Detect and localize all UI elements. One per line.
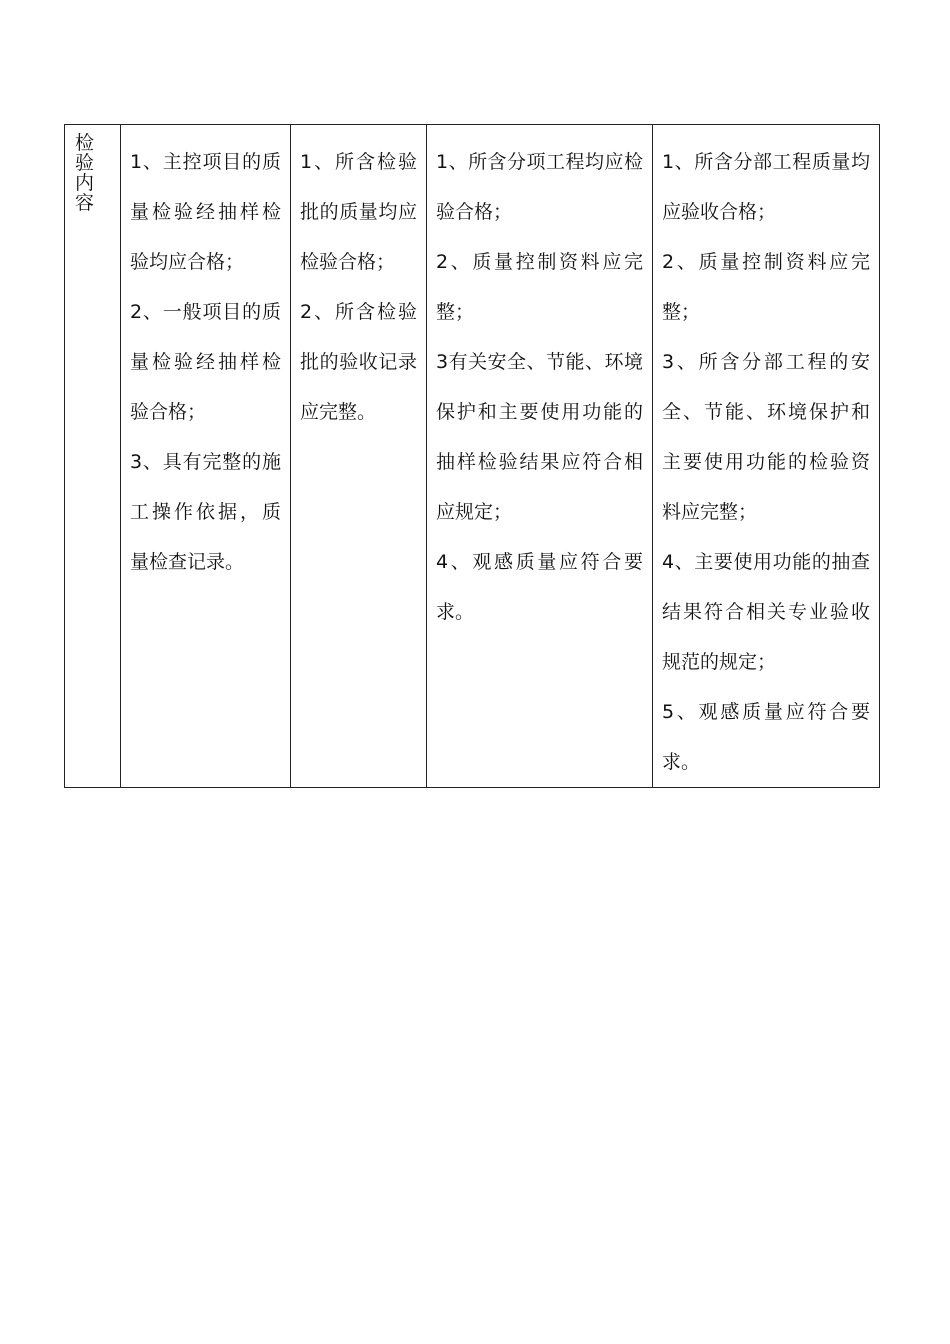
sub-division-cell (427, 125, 653, 788)
table-row (65, 125, 880, 788)
sub-item-cell (291, 125, 427, 788)
unit-project-cell (653, 125, 880, 788)
sub-division-text: 1、所含分项工程均应检验合格； 2、质量控制资料应完整； 3有关安全、节能、环境保护和主要使用功能的抽样检验结果应符合相应规定； 4、观感质量应符合要求。 (436, 151, 643, 623)
inspection-content-table (64, 124, 880, 788)
inspection-batch-cell (121, 125, 291, 788)
inspection-batch-text: 1、主控项目的质量检验经抽样检验均应合格； 2、一般项目的质量检验经抽样检验合格； 3、具有完整的施工操作依据，质量检查记录。 (130, 151, 281, 573)
sub-item-text: 1、所含检验批的质量均应检验合格； 2、所含检验批的验收记录应完整。 (300, 151, 417, 423)
unit-project-text: 1、所含分部工程质量均应验收合格； 2、质量控制资料应完整； 3、所含分部工程的安全、节能、环境保护和主要使用功能的检验资料应完整； 4、主要使用功能的抽查结果符合相关专业验收规范的规定； 5、观感质量应符合要求。 (662, 151, 870, 773)
row-label-cell (65, 125, 121, 788)
row-label: 检验内容 (75, 132, 95, 214)
